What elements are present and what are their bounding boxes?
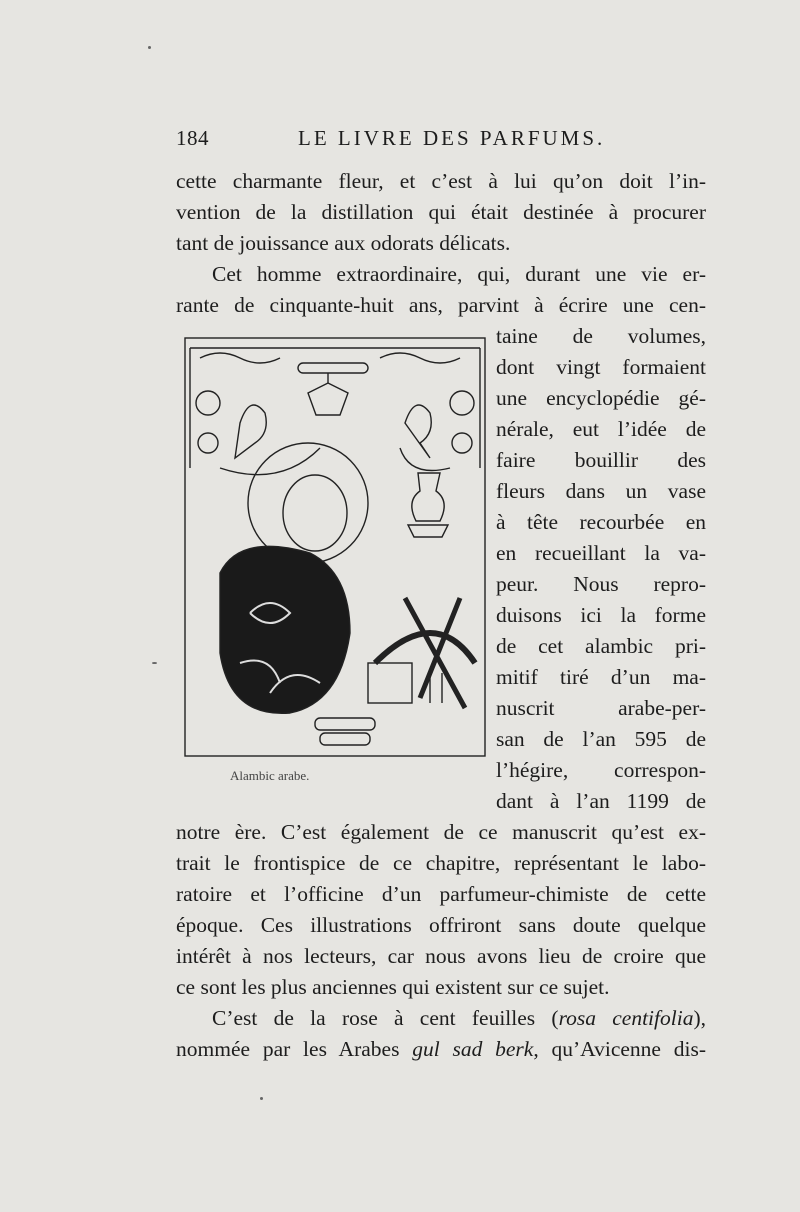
text-line: peur. Nous repro- — [496, 572, 706, 596]
text-line: dant à l’an 1199 de — [496, 789, 706, 813]
scroll-ornament — [450, 391, 474, 415]
figure-frame — [185, 338, 485, 756]
text-line — [176, 1003, 706, 1033]
cartouche — [315, 718, 375, 730]
bird-left — [235, 405, 266, 458]
cartouche — [320, 733, 370, 745]
text-line: ce sont les plus anciennes qui existent sur ce sujet. — [176, 975, 610, 999]
text-line: trait le frontispice de ce chapitre, représentant le labo- — [176, 851, 706, 875]
text-line: époque. Ces illustrations offriront sans doute quelque — [176, 913, 706, 937]
face — [283, 475, 347, 551]
text-line: intérêt à nos lecteurs, car nous avons lieu de croire que — [176, 944, 706, 968]
robed-figure — [220, 546, 350, 713]
text-line: san de l’an 595 de — [496, 727, 706, 751]
page-number: 184 — [176, 126, 209, 150]
italic-term: rosa centifolia — [558, 1006, 694, 1030]
running-title: LE LIVRE DES PARFUMS. — [298, 126, 606, 150]
hanging-vessel — [308, 383, 348, 415]
text-line: de cet alambic pri- — [496, 634, 706, 658]
text-line: l’hégire, correspon- — [496, 758, 706, 782]
figure-caption: Alambic arabe. — [230, 768, 310, 783]
alembic-illustration — [180, 333, 490, 761]
text-line: à tête recourbée en — [496, 510, 706, 534]
text-span: ), — [693, 1006, 706, 1030]
text-line: dont vingt formaient — [496, 355, 706, 379]
text-line: nérale, eut l’idée de — [496, 417, 706, 441]
running-header — [176, 126, 706, 156]
text-line — [176, 1034, 706, 1064]
halo — [248, 443, 368, 563]
text-line: faire bouillir des — [496, 448, 706, 472]
scroll-ornament — [452, 433, 472, 453]
text-line: Cet homme extraordinaire, qui, durant une vie er- — [212, 262, 706, 286]
alembic-base — [368, 663, 412, 703]
paper-speck — [152, 662, 157, 664]
alembic-drip — [430, 673, 442, 703]
text-line: notre ère. C’est également de ce manuscrit qu’est ex- — [176, 820, 706, 844]
text-line: rante de cinquante-huit ans, parvint à écrire une cen- — [176, 293, 706, 317]
scroll-ornament — [220, 448, 450, 475]
scroll-ornament — [196, 391, 220, 415]
text-span: nommée par les Arabes — [176, 1037, 413, 1061]
text-line: fleurs dans un vase — [496, 479, 706, 503]
text-span: , qu’Avicenne dis- — [533, 1037, 706, 1061]
paper-speck — [148, 46, 151, 49]
text-line: taine de volumes, — [496, 324, 706, 348]
scroll-ornament — [200, 353, 460, 363]
text-line: duisons ici la forme — [496, 603, 706, 627]
text-line: ratoire et l’officine d’un parfumeur-chimiste de cette — [176, 882, 706, 906]
italic-term: gul sad berk — [412, 1037, 534, 1061]
text-line: mitif tiré d’un ma- — [496, 665, 706, 689]
text-line: vention de la distillation qui était destinée à procurer — [176, 200, 706, 224]
jug — [408, 473, 448, 537]
alembic-spout — [405, 598, 465, 708]
bird-right — [405, 405, 431, 458]
paper-speck — [260, 1097, 263, 1100]
text-line: nuscrit arabe-per- — [496, 696, 706, 720]
text-line: en recueillant la va- — [496, 541, 706, 565]
text-line: cette charmante fleur, et c’est à lui qu’on doit l’in- — [176, 169, 706, 193]
text-line: tant de jouissance aux odorats délicats. — [176, 231, 511, 255]
scroll-ornament — [198, 433, 218, 453]
text-line: une encyclopédie gé- — [496, 386, 706, 410]
text-span: C’est de la rose à cent feuilles ( — [212, 1006, 559, 1030]
hanging-bar — [298, 363, 368, 373]
